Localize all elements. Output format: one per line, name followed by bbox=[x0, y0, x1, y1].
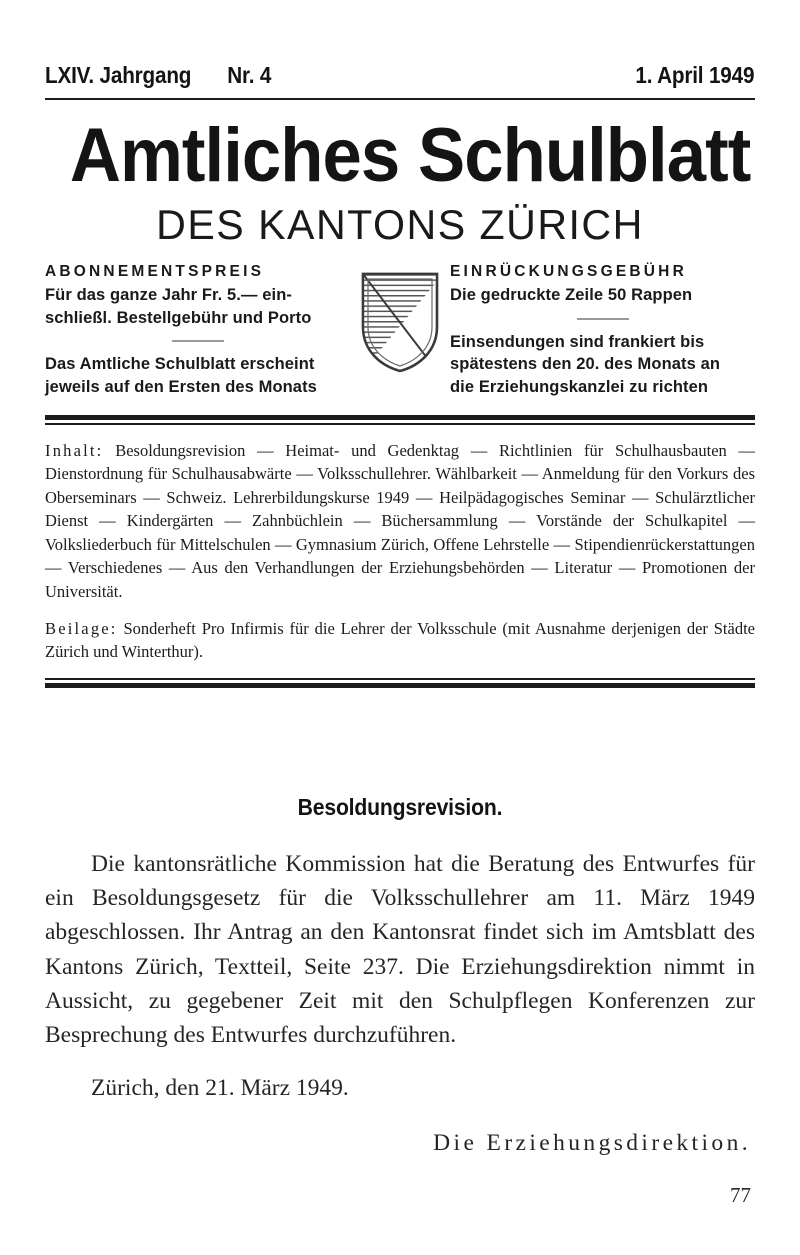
contents-top-rule bbox=[45, 415, 755, 425]
article-section bbox=[45, 794, 755, 1208]
subscription-line-1: Für das ganze Jahr Fr. 5.— ein- bbox=[45, 285, 292, 304]
subscription-divider bbox=[172, 340, 224, 342]
advertising-line-4: die Erziehungskanzlei zu richten bbox=[450, 378, 709, 397]
supplement-note bbox=[45, 617, 755, 664]
page-number: 77 bbox=[730, 1182, 751, 1207]
article-signature: Die Erziehungsdirektion. bbox=[433, 1129, 751, 1156]
advertising-line-1: Die gedruckte Zeile 50 Rappen bbox=[450, 285, 693, 304]
masthead-info bbox=[45, 263, 755, 399]
advertising-heading: EINRÜCKUNGSGEBÜHR bbox=[450, 262, 687, 280]
contents-label: Inhalt: bbox=[45, 441, 104, 461]
article-dateline: Zürich, den 21. März 1949. bbox=[91, 1074, 349, 1101]
header-rule bbox=[45, 98, 755, 100]
coat-of-arms bbox=[350, 263, 450, 377]
page-subtitle: DES KANTONS ZÜRICH bbox=[156, 200, 644, 248]
page-title: Amtliches Schulblatt bbox=[69, 113, 751, 198]
contents-text: Besoldungsrevision — Heimat- und Gedenktag — Richtlinien für Schulhausbauten — Dienstordnung für Schulhausabwärte — Volksschullehrer. Wählbarkeit — Anmeldung für den Vorkurs des Oberseminars — Schweiz. Lehrerbildungskurse 1949 — Heilpädagogisches Seminar — Schulärztlicher Dienst — Kindergärten — Zahnbüchlein — Büchersammlung — Vorstände der Schulkapitel — Volksliederbuch für Mittelschulen — Gymnasium Zürich, Offene Lehrstelle — Stipendienrückerstattungen — Verschiedenes — Aus den Verhandlungen der Erziehungsbehörden — Literatur — Promotionen der Universität. bbox=[45, 441, 755, 601]
contents-bottom-rule bbox=[45, 678, 755, 688]
advertising-divider bbox=[577, 318, 629, 320]
article-body bbox=[45, 847, 755, 1053]
subscription-heading: ABONNEMENTSPREIS bbox=[45, 262, 265, 280]
contents-section bbox=[45, 439, 755, 664]
article-paragraph: Die kantonsrätliche Kommission hat die Beratung des Entwurfes für ein Besoldungsgesetz für die Volksschullehrer am 11. März 1949 abgeschlossen. Ihr Antrag an den Kantonsrat findet sich im Amtsblatt des Kantons Zürich, Textteil, Seite 237. Die Erziehungsdirektion nimmt in Aussicht, zu gegebener Zeit mit den Schulpflegen Konferenzen zur Besprechung des Entwurfes durchzuführen. bbox=[45, 850, 755, 1049]
subscription-line-3: Das Amtliche Schulblatt erscheint bbox=[45, 355, 315, 374]
supplement-label: Beilage: bbox=[45, 618, 118, 638]
advertising-line-3: spätestens den 20. des Monats an bbox=[450, 355, 721, 374]
advertising-info bbox=[450, 263, 755, 399]
issue-header bbox=[45, 0, 754, 89]
supplement-text: Sonderheft Pro Infirmis für die Lehrer der Volksschule (mit Ausnahme derjenigen der Städte Zürich und Winterthur). bbox=[45, 618, 755, 662]
volume-label: LXIV. Jahrgang bbox=[45, 62, 192, 88]
issue-date: 1. April 1949 bbox=[635, 62, 755, 88]
subscription-line-4: jeweils auf den Ersten des Monats bbox=[45, 378, 317, 397]
contents-list bbox=[45, 439, 755, 603]
subscription-info bbox=[45, 263, 350, 399]
zurich-shield-icon bbox=[357, 269, 443, 377]
article-title: Besoldungsrevision. bbox=[297, 793, 503, 820]
subscription-line-2: schließl. Bestellgebühr und Porto bbox=[45, 308, 312, 327]
advertising-line-2: Einsendungen sind frankiert bis bbox=[450, 332, 705, 351]
issue-number: Nr. 4 bbox=[227, 62, 272, 88]
